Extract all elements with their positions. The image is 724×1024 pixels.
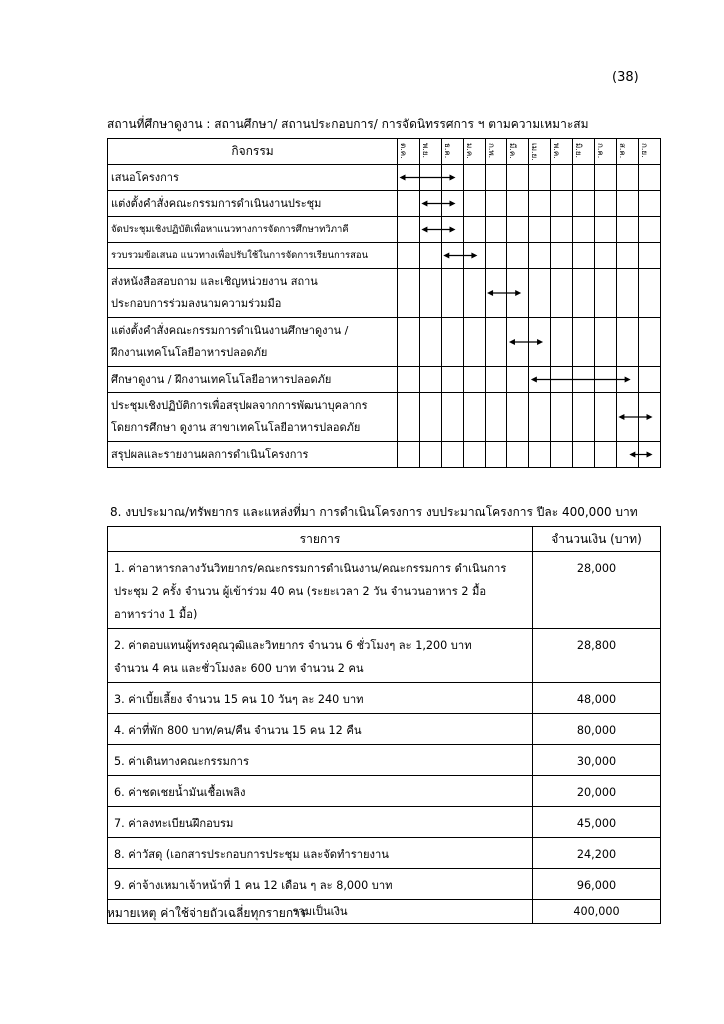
study-visit-caption: สถานที่ศึกษาดูงาน : สถานศึกษา/ สถานประกอบการ/ การจัดนิทรรศการ ฯ ตามความเหมาะสม (107, 117, 589, 131)
month-cell (419, 318, 441, 367)
budget-item-line: ประชุม 2 ครั้ง จำนวน ผู้เข้าร่วม 40 คน (ระยะเวลา 2 วัน จำนวนอาหาร 2 มื้อ (114, 585, 487, 598)
month-cell (595, 318, 617, 367)
month-cell (573, 318, 595, 367)
activity-label (108, 442, 398, 468)
month-cell (551, 442, 573, 468)
activity-label-line: ส่งหนังสือสอบถาม และเชิญหน่วยงาน สถาน (111, 275, 318, 288)
month-cell (529, 243, 551, 269)
month-header (638, 139, 660, 165)
month-cell (638, 269, 660, 318)
month-cell (529, 269, 551, 318)
activity-row (108, 191, 661, 217)
budget-item-header: รายการ (108, 527, 533, 552)
month-cell (551, 165, 573, 191)
month-cell (507, 442, 529, 468)
budget-amount-header: จำนวนเงิน (บาท) (533, 527, 661, 552)
budget-item-line: จำนวน 4 คน และชั่วโมงละ 600 บาท จำนวน 2 คน (114, 662, 364, 675)
budget-row (108, 714, 661, 745)
budget-amount: 96,000 (533, 869, 661, 900)
budget-item-line: อาหารว่าง 1 มื้อ) (114, 608, 198, 621)
month-label: ต.ค. (399, 143, 408, 159)
month-cell (419, 393, 441, 442)
activity-label-line: โดยการศึกษา ดูงาน สาขาเทคโนโลยีอาหารปลอดภัย (111, 421, 361, 434)
month-cell (419, 217, 441, 243)
activity-row (108, 442, 661, 468)
activity-row (108, 165, 661, 191)
month-cell (616, 367, 638, 393)
month-cell (398, 367, 420, 393)
month-cell (507, 165, 529, 191)
month-cell (463, 243, 485, 269)
budget-amount: 28,000 (533, 552, 661, 629)
budget-amount: 30,000 (533, 745, 661, 776)
month-cell (616, 191, 638, 217)
budget-item-line: 7. ค่าลงทะเบียนฝึกอบรม (114, 817, 234, 830)
month-cell (616, 217, 638, 243)
month-cell (573, 191, 595, 217)
month-cell (551, 393, 573, 442)
month-cell (529, 367, 551, 393)
month-cell (463, 165, 485, 191)
budget-item-line: 2. ค่าตอบแทนผู้ทรงคุณวุฒิและวิทยากร จำนวน 6 ชั่วโมงๆ ละ 1,200 บาท (114, 639, 472, 652)
budget-title: 8. งบประมาณ/ทรัพยากร และแหล่งที่มา การดำเนินโครงการ งบประมาณโครงการ ปีละ 400,000 บาท (110, 505, 638, 519)
month-label: ม.ค. (464, 143, 474, 159)
budget-amount: 80,000 (533, 714, 661, 745)
month-cell (463, 191, 485, 217)
month-cell (507, 243, 529, 269)
activity-label (108, 217, 398, 243)
month-cell (398, 393, 420, 442)
budget-row (108, 629, 661, 683)
activity-label-line: ฝึกงานเทคโนโลยีอาหารปลอดภัย (111, 346, 268, 359)
budget-amount: 48,000 (533, 683, 661, 714)
month-cell (507, 393, 529, 442)
activity-label-line: จัดประชุมเชิงปฏิบัติเพื่อหาแนวทางการจัดการศึกษาทวิภาคี (111, 223, 349, 235)
month-label: ก.ค. (596, 143, 606, 159)
budget-item (108, 552, 533, 629)
total-label: รวมเป็นเงิน (108, 900, 533, 924)
month-cell (529, 191, 551, 217)
month-cell (573, 217, 595, 243)
month-cell (419, 165, 441, 191)
month-cell (616, 269, 638, 318)
month-label: พ.ย. (420, 143, 430, 159)
activity-label-line: เสนอโครงการ (111, 170, 179, 184)
month-cell (398, 191, 420, 217)
month-cell (419, 191, 441, 217)
activity-header: กิจกรรม (108, 139, 398, 165)
footnote: หมายเหตุ ค่าใช้จ่ายถัวเฉลี่ยทุกรายการ (107, 906, 307, 920)
month-cell (398, 217, 420, 243)
month-cell (573, 367, 595, 393)
month-cell (595, 165, 617, 191)
month-cell (638, 367, 660, 393)
activity-label (108, 393, 398, 442)
activity-label-line: แต่งตั้งคำสั่งคณะกรรมการดำเนินงานประชุม (111, 196, 322, 210)
month-cell (485, 318, 507, 367)
activity-row (108, 367, 661, 393)
budget-item-line: 3. ค่าเบี้ยเลี้ยง จำนวน 15 คน 10 วันๆ ละ 240 บาท (114, 693, 364, 706)
activity-label (108, 165, 398, 191)
month-cell (419, 269, 441, 318)
budget-row (108, 807, 661, 838)
month-header (595, 139, 617, 165)
month-cell (638, 191, 660, 217)
month-cell (638, 165, 660, 191)
month-label: ก.พ. (486, 143, 496, 159)
month-cell (419, 367, 441, 393)
activity-row (108, 217, 661, 243)
activity-row (108, 393, 661, 442)
month-cell (595, 442, 617, 468)
month-label: พ.ค. (552, 143, 562, 159)
month-header (529, 139, 551, 165)
month-label: เม.ย. (530, 143, 540, 161)
month-cell (441, 217, 463, 243)
month-cell (529, 217, 551, 243)
month-cell (463, 217, 485, 243)
month-cell (398, 243, 420, 269)
budget-item (108, 629, 533, 683)
page-number: (38) (612, 70, 639, 85)
month-cell (441, 393, 463, 442)
month-label: ธ.ค. (442, 143, 452, 159)
month-header (419, 139, 441, 165)
month-cell (551, 243, 573, 269)
gantt-table (107, 138, 661, 468)
month-cell (616, 442, 638, 468)
month-cell (595, 393, 617, 442)
month-cell (441, 269, 463, 318)
month-cell (638, 318, 660, 367)
activity-label (108, 269, 398, 318)
month-header (573, 139, 595, 165)
month-cell (398, 269, 420, 318)
budget-item (108, 869, 533, 900)
budget-row (108, 869, 661, 900)
budget-row (108, 552, 661, 629)
budget-item-line: 9. ค่าจ้างเหมาเจ้าหน้าที่ 1 คน 12 เดือน ๆ ละ 8,000 บาท (114, 879, 393, 892)
month-cell (551, 217, 573, 243)
month-cell (595, 217, 617, 243)
activity-row (108, 318, 661, 367)
month-cell (573, 269, 595, 318)
activity-label-line: รวบรวมข้อเสนอ แนวทางเพื่อปรับใช้ในการจัดการเรียนการสอน (111, 249, 369, 261)
month-header (507, 139, 529, 165)
month-cell (551, 191, 573, 217)
month-label: มี.ค. (508, 143, 518, 159)
month-cell (616, 393, 638, 442)
budget-amount: 24,200 (533, 838, 661, 869)
month-cell (638, 217, 660, 243)
month-cell (398, 318, 420, 367)
budget-item-line: 5. ค่าเดินทางคณะกรรมการ (114, 755, 249, 768)
month-cell (529, 165, 551, 191)
month-header (463, 139, 485, 165)
month-cell (398, 165, 420, 191)
month-header (551, 139, 573, 165)
budget-amount: 20,000 (533, 776, 661, 807)
month-cell (441, 243, 463, 269)
budget-row (108, 683, 661, 714)
month-cell (638, 393, 660, 442)
month-cell (507, 318, 529, 367)
budget-table (107, 526, 661, 924)
month-label: ก.ย. (639, 143, 649, 158)
budget-amount: 28,800 (533, 629, 661, 683)
budget-row (108, 838, 661, 869)
activity-label-line: ประกอบการร่วมลงนามความร่วมมือ (111, 297, 282, 310)
activity-row (108, 243, 661, 269)
month-cell (441, 165, 463, 191)
month-cell (441, 442, 463, 468)
budget-item-line: 1. ค่าอาหารกลางวันวิทยากร/คณะกรรมการดำเนินงาน/คณะกรรมการ ดำเนินการ (114, 562, 507, 575)
month-cell (529, 318, 551, 367)
budget-item (108, 807, 533, 838)
month-cell (485, 243, 507, 269)
month-cell (398, 442, 420, 468)
month-cell (463, 367, 485, 393)
month-cell (573, 165, 595, 191)
month-cell (507, 217, 529, 243)
activity-label-line: ศึกษาดูงาน / ฝึกงานเทคโนโลยีอาหารปลอดภัย (111, 372, 332, 386)
month-cell (485, 269, 507, 318)
activity-label (108, 367, 398, 393)
activity-label (108, 243, 398, 269)
month-header (485, 139, 507, 165)
month-cell (507, 191, 529, 217)
budget-item-line: 8. ค่าวัสดุ (เอกสารประกอบการประชุม และจัดทำรายงาน (114, 848, 389, 861)
month-cell (485, 393, 507, 442)
month-cell (595, 191, 617, 217)
month-cell (441, 367, 463, 393)
budget-item (108, 683, 533, 714)
activity-label-line: สรุปผลและรายงานผลการดำเนินโครงการ (111, 447, 309, 461)
total-amount: 400,000 (533, 900, 661, 924)
month-cell (507, 367, 529, 393)
budget-item (108, 838, 533, 869)
month-header (616, 139, 638, 165)
month-cell (616, 318, 638, 367)
activity-label (108, 318, 398, 367)
month-cell (595, 367, 617, 393)
activity-label (108, 191, 398, 217)
month-cell (638, 243, 660, 269)
month-cell (595, 243, 617, 269)
month-header (398, 139, 420, 165)
budget-item (108, 714, 533, 745)
budget-row (108, 745, 661, 776)
month-cell (441, 191, 463, 217)
month-label: มิ.ย. (574, 143, 584, 159)
month-cell (529, 442, 551, 468)
month-cell (485, 442, 507, 468)
month-cell (573, 243, 595, 269)
month-cell (485, 165, 507, 191)
month-cell (573, 442, 595, 468)
month-cell (616, 165, 638, 191)
month-cell (485, 217, 507, 243)
month-cell (551, 269, 573, 318)
budget-amount: 45,000 (533, 807, 661, 838)
month-cell (551, 367, 573, 393)
month-cell (638, 442, 660, 468)
month-cell (595, 269, 617, 318)
month-cell (485, 191, 507, 217)
month-cell (616, 243, 638, 269)
month-header (441, 139, 463, 165)
month-cell (529, 393, 551, 442)
month-cell (441, 318, 463, 367)
budget-item (108, 745, 533, 776)
month-cell (573, 393, 595, 442)
month-cell (485, 367, 507, 393)
month-cell (551, 318, 573, 367)
month-cell (463, 393, 485, 442)
activity-label-line: ประชุมเชิงปฏิบัติการเพื่อสรุปผลจากการพัฒนาบุคลากร (111, 399, 368, 412)
budget-item-line: 4. ค่าที่พัก 800 บาท/คน/คืน จำนวน 15 คน 12 คืน (114, 724, 362, 737)
month-cell (463, 442, 485, 468)
month-cell (419, 243, 441, 269)
month-label: ส.ค. (617, 143, 627, 159)
budget-item-line: 6. ค่าชดเชยน้ำมันเชื้อเพลิง (114, 786, 246, 799)
activity-label-line: แต่งตั้งคำสั่งคณะกรรมการดำเนินงานศึกษาดูงาน / (111, 324, 349, 337)
budget-item (108, 776, 533, 807)
activity-row (108, 269, 661, 318)
month-cell (419, 442, 441, 468)
month-cell (507, 269, 529, 318)
month-cell (463, 318, 485, 367)
month-cell (463, 269, 485, 318)
budget-row (108, 776, 661, 807)
